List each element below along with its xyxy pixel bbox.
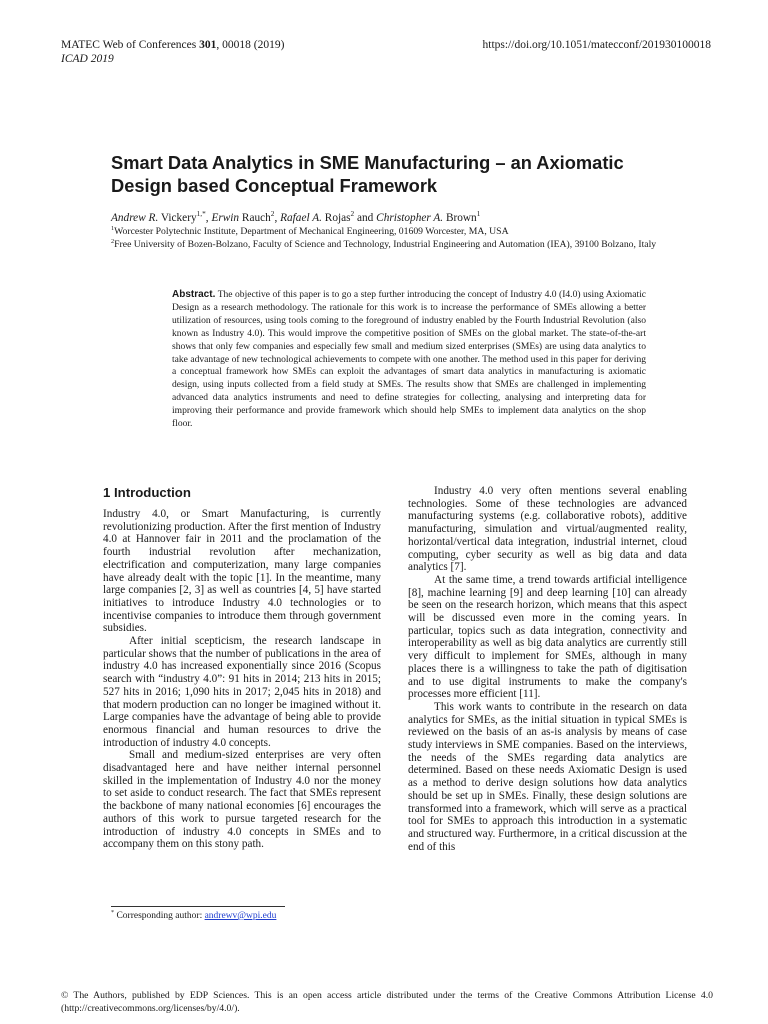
footnote-rule xyxy=(111,906,285,907)
right-column xyxy=(408,485,687,853)
abstract-label: Abstract. xyxy=(172,289,216,300)
paragraph: Industry 4.0 very often mentions several enabling technologies. Some of these technologies are advanced manufacturing systems (e.g. collaborative robots), additive manufacturing, simulation and virtual/augmented reality, horizontal/vertical data integration, industrial internet, cloud computing, cyber security as well as big data and data analytics [7]. xyxy=(408,485,687,574)
journal-header xyxy=(61,38,284,66)
left-column xyxy=(103,508,381,851)
author: Erwin Rauch$^2$ xyxy=(211,209,275,224)
footnote: * Corresponding author: andrewv@wpi.edu xyxy=(111,909,277,921)
paragraph: Small and medium-sized enterprises are very often disadvantaged here and have neither internal personnel skilled in the implementation of Industry 4.0 nor the money to set aside to conduct research. The fact that SMEs represent the backbone of many national economies [6] encourages the authors of this work to pursue targeted research for the introduction of industry 4.0 concepts in SMEs and to accompany them on this stony path. xyxy=(103,749,381,851)
email-link[interactable]: andrewv@wpi.edu xyxy=(204,911,277,921)
affiliation: $^1$Worcester Polytechnic Institute, Department of Mechanical Engineering, 01609 Worcester, MA, USA xyxy=(111,224,509,237)
section-heading: 1 Introduction xyxy=(103,485,191,500)
author: Rafael A. Rojas$^2$ xyxy=(280,209,355,224)
paragraph: After initial scepticism, the research landscape in particular shows that the number of publications in the area of industry 4.0 has increased exponentially since 2016 (Scopus search with “industry 4.0”: 91 hits in 2014; 213 hits in 2015; 527 hits in 2016; 1,090 hits in 2017; 2,045 hits in 2018) and that modern production can no longer be imagined without it. Large companies have the advantage of being able to provide enormous financial and human resources to drive the introduction of industry 4.0 concepts. xyxy=(103,635,381,749)
license-notice: © The Authors, published by EDP Sciences. This is an open access article distributed under the terms of the Creative Commons Attribution License 4.0 (http://creativecommons.org/licenses/by/4.0/). xyxy=(61,990,713,1014)
author: Andrew R. Vickery$^{1,*}$ xyxy=(111,209,206,224)
paragraph: At the same time, a trend towards artificial intelligence [8], machine learning [9] and deep learning [10] can already be seen on the research horizon, which means that this aspect will be discussed even more in the coming years. In particular, topics such as data integration, connectivity and interoperability as well as big data analytics are currently still very difficult to implement for SMEs, although in many places there is a willingness to take the path of digitisation and to use digital instruments to make the company's processes more efficient [11]. xyxy=(408,573,687,701)
author: Christopher A. Brown$^1$ xyxy=(376,209,481,224)
author-list: Andrew R. Vickery$^{1,*}$, Erwin Rauch$^2$, Rafael A. Rojas$^2$ and Christopher A. Brown$^1$ xyxy=(111,209,481,224)
doi-link[interactable]: https://doi.org/10.1051/matecconf/201930100018 xyxy=(482,39,711,51)
paragraph: This work wants to contribute in the research on data analytics for SMEs, as the initial situation in typical SMEs is reviewed on the basis of an as-is analysis by means of case study interviews in SME companies. Based on the interviews, the needs of the SMEs regarding data analytics are determined. Based on these needs Axiomatic Design is used as a method to derive design solutions how data analytics should be set up in SMEs. Finally, these design solutions are transformed into a framework, which will serve as a practical tool for SMEs to approach this introduction in a systematic and structured way. Furthermore, in a critical discussion at the end of this xyxy=(408,700,687,853)
abstract-text: The objective of this paper is to go a step further introducing the concept of Industry 4.0 (I4.0) using Axiomatic Design as a research methodology. The rationale for this work is to increase the performance of SMEs allowing a better utilization of resources, using tools coming to the foreground of industry enabled by the Fourth Industrial Revolution (also known as Industry 4.0). This would improve the competitive position of SMEs on the global market. The state-of-the-art shows that only few companies and especially few small and medium sized enterprises (SMEs) are using data analytics to take advantage of new technological achievements to compete with one another. The method used in this paper for deriving a conceptual framework how SMEs can exploit the advantages of smart data analytics in manufacturing is axiomatic design, using inputs collected from a field study at SMEs. The results show that SMEs are challenged in implementing advanced data analytics instruments and need to define strategies for collecting, analysing and interpreting data for improving their performance and provide framework which should help SMEs to implement data analytics on the shop floor. xyxy=(172,289,646,430)
paragraph: Industry 4.0, or Smart Manufacturing, is currently revolutionizing production. After the first mention of Industry 4.0 at Hannover fair in 2011 and the proclamation of the fourth industrial revolution after mechanization, electrification and computerization, many large companies have already dealt with the topic [1]. In the meantime, many large companies [2, 3] as well as countries [4, 5] have started initiatives to introduce Industry 4.0 technologies or to incentivise companies to introduce them through government subsidies. xyxy=(103,508,381,635)
journal-volume: 301 xyxy=(199,39,217,51)
journal-citation: MATEC Web of Conferences 301, 00018 (2019) xyxy=(61,39,285,51)
conference-name: ICAD 2019 xyxy=(61,53,114,65)
abstract xyxy=(172,289,646,431)
affiliation: $^2$Free University of Bozen-Bolzano, Faculty of Science and Technology, Industrial Engineering and Automation (IEA), 39100 Bolzano, Italy xyxy=(111,237,657,250)
paper-title: Smart Data Analytics in SME Manufacturing – an Axiomatic Design based Conceptual Framework xyxy=(111,152,624,196)
